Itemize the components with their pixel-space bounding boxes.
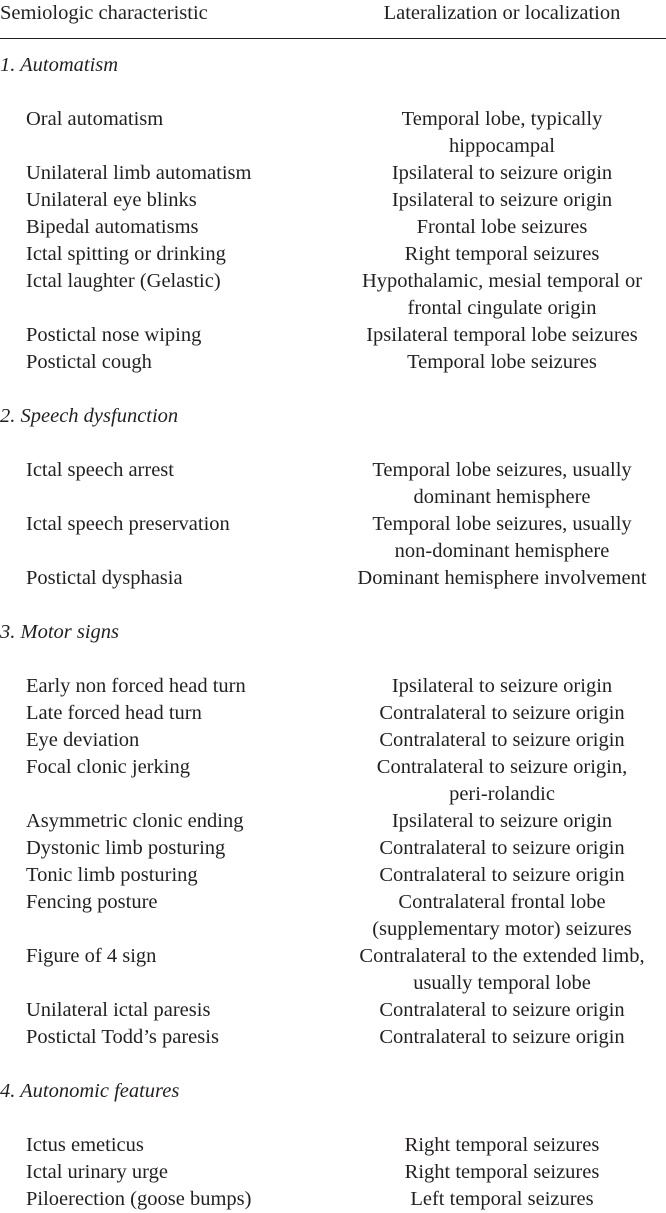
section-title: 3. Motor signs: [0, 621, 120, 643]
lateralization-line: Hypothalamic, mesial temporal or: [361, 270, 643, 292]
lateralization-cell: [338, 862, 666, 889]
table-header: [0, 0, 666, 39]
table-row: [0, 187, 666, 214]
semiologic-characteristic-cell: Figure of 4 sign: [26, 945, 157, 967]
lateralization-line: Frontal lobe seizures: [416, 216, 588, 238]
lateralization-cell: [338, 754, 666, 808]
lateralization-line: Ipsilateral to seizure origin: [391, 810, 613, 832]
lateralization-line: Ipsilateral to seizure origin: [391, 162, 613, 184]
semiologic-characteristic-cell: Fencing posture: [26, 891, 158, 913]
semiologic-characteristic-cell: Ictus emeticus: [26, 1134, 144, 1156]
table-row: [0, 241, 666, 268]
lateralization-cell: [338, 727, 666, 754]
lateralization-cell: [338, 106, 666, 160]
lateralization-line: Contralateral to seizure origin: [379, 864, 625, 886]
lateralization-line: Contralateral to seizure origin: [379, 837, 625, 859]
lateralization-cell: [338, 1159, 666, 1186]
section-title: 2. Speech dysfunction: [0, 405, 179, 427]
semiologic-characteristic-cell: Focal clonic jerking: [26, 756, 190, 778]
lateralization-cell: [338, 673, 666, 700]
table-row: [0, 943, 666, 997]
table-row: [0, 862, 666, 889]
lateralization-cell: [338, 322, 666, 349]
lateralization-line: Contralateral to seizure origin: [379, 729, 625, 751]
semiologic-characteristic-cell: Dystonic limb posturing: [26, 837, 226, 859]
section-title: 4. Autonomic features: [0, 1080, 180, 1102]
lateralization-line: Contralateral to seizure origin,: [376, 756, 628, 778]
lateralization-line: usually temporal lobe: [413, 972, 591, 994]
lateralization-cell: [338, 241, 666, 268]
semiologic-characteristic-cell: Postictal Todd’s paresis: [26, 1026, 219, 1048]
lateralization-line: Ipsilateral to seizure origin: [391, 675, 613, 697]
lateralization-line: Right temporal seizures: [404, 1161, 600, 1183]
lateralization-line: Ipsilateral to seizure origin: [391, 189, 613, 211]
lateralization-line: Ipsilateral temporal lobe seizures: [366, 324, 638, 346]
table-row: [0, 349, 666, 376]
table-row: [0, 457, 666, 511]
lateralization-line: Left temporal seizures: [410, 1188, 594, 1210]
lateralization-cell: [338, 160, 666, 187]
table-row: [0, 673, 666, 700]
header-lateralization-localization: Lateralization or localization: [383, 2, 621, 24]
lateralization-line: (supplementary motor) seizures: [372, 918, 632, 940]
header-semiologic-characteristic: Semiologic characteristic: [0, 2, 208, 24]
lateralization-line: Right temporal seizures: [404, 1134, 600, 1156]
lateralization-line: hippocampal: [449, 135, 555, 157]
table-row: [0, 106, 666, 160]
semiologic-characteristic-cell: Ictal speech arrest: [26, 459, 174, 481]
table-row: [0, 835, 666, 862]
lateralization-line: Temporal lobe seizures, usually: [372, 459, 632, 481]
table-row: [0, 322, 666, 349]
semiologic-characteristic-cell: Eye deviation: [26, 729, 140, 751]
semiologic-characteristic-cell: Ictal urinary urge: [26, 1161, 168, 1183]
lateralization-cell: [338, 889, 666, 943]
table-row: [0, 700, 666, 727]
semiologic-characteristic-cell: Tonic limb posturing: [26, 864, 198, 886]
lateralization-line: frontal cingulate origin: [407, 297, 597, 319]
lateralization-line: Contralateral to the extended limb,: [359, 945, 645, 967]
semiologic-characteristic-cell: Bipedal automatisms: [26, 216, 199, 238]
lateralization-cell: [338, 1186, 666, 1213]
lateralization-line: Temporal lobe seizures, usually: [372, 513, 632, 535]
lateralization-line: Right temporal seizures: [404, 243, 600, 265]
semiologic-characteristic-cell: Late forced head turn: [26, 702, 202, 724]
table-row: [0, 889, 666, 943]
lateralization-cell: [338, 1024, 666, 1051]
table-row: [0, 511, 666, 565]
lateralization-cell: [338, 349, 666, 376]
lateralization-line: Contralateral to seizure origin: [379, 999, 625, 1021]
lateralization-line: Contralateral to seizure origin: [379, 702, 625, 724]
section-title: 1. Automatism: [0, 54, 119, 76]
semiologic-characteristic-cell: Piloerection (goose bumps): [26, 1188, 252, 1210]
table-row: [0, 1159, 666, 1186]
lateralization-cell: [338, 511, 666, 565]
semiologic-characteristic-cell: Unilateral eye blinks: [26, 189, 197, 211]
semiologic-characteristic-cell: Unilateral ictal paresis: [26, 999, 211, 1021]
table-row: [0, 1024, 666, 1051]
table-row: [0, 160, 666, 187]
semiologic-characteristic-cell: Ictal laughter (Gelastic): [26, 270, 221, 292]
lateralization-cell: [338, 700, 666, 727]
lateralization-cell: [338, 268, 666, 322]
table-row: [0, 754, 666, 808]
lateralization-line: Dominant hemisphere involvement: [357, 567, 647, 589]
lateralization-cell: [338, 187, 666, 214]
table-row: [0, 997, 666, 1024]
lateralization-cell: [338, 1132, 666, 1159]
lateralization-cell: [338, 943, 666, 997]
semiologic-characteristic-cell: Ictal speech preservation: [26, 513, 230, 535]
table-row: [0, 1132, 666, 1159]
table-row: [0, 808, 666, 835]
lateralization-cell: [338, 808, 666, 835]
semiologic-characteristic-cell: Postictal dysphasia: [26, 567, 183, 589]
table-row: [0, 1186, 666, 1213]
table-row: [0, 214, 666, 241]
lateralization-cell: [338, 214, 666, 241]
table-row: [0, 565, 666, 592]
semiologic-characteristic-cell: Ictal spitting or drinking: [26, 243, 226, 265]
lateralization-line: Contralateral to seizure origin: [379, 1026, 625, 1048]
semiologic-characteristic-cell: Asymmetric clonic ending: [26, 810, 244, 832]
lateralization-line: Temporal lobe, typically: [401, 108, 603, 130]
semiologic-characteristic-cell: Early non forced head turn: [26, 675, 246, 697]
lateralization-line: peri-rolandic: [449, 783, 555, 805]
semiologic-characteristic-cell: Postictal cough: [26, 351, 152, 373]
lateralization-line: Contralateral frontal lobe: [398, 891, 606, 913]
semiologic-characteristic-cell: Oral automatism: [26, 108, 164, 130]
lateralization-line: non-dominant hemisphere: [394, 540, 610, 562]
lateralization-line: dominant hemisphere: [413, 486, 591, 508]
table-row: [0, 268, 666, 322]
lateralization-cell: [338, 997, 666, 1024]
semiologic-characteristic-cell: Unilateral limb automatism: [26, 162, 252, 184]
lateralization-cell: [338, 457, 666, 511]
lateralization-cell: [338, 565, 666, 592]
lateralization-cell: [338, 835, 666, 862]
lateralization-line: Temporal lobe seizures: [407, 351, 597, 373]
table-row: [0, 727, 666, 754]
semiologic-characteristic-cell: Postictal nose wiping: [26, 324, 202, 346]
